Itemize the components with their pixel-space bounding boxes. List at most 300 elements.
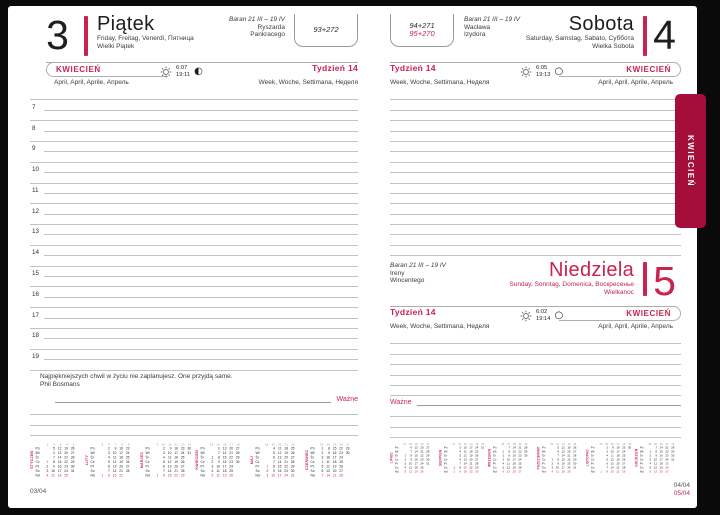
weekday-abbr: Pn [443, 446, 448, 450]
weekday-abbr: Cz [590, 458, 595, 462]
sun-icon [160, 66, 172, 78]
calendar-day: 9 [328, 451, 330, 456]
calendar-day: 17 [512, 458, 516, 462]
sun-times-group [520, 65, 563, 79]
calendar-day: 21 [284, 460, 288, 465]
hour-label: 12 [32, 207, 40, 215]
calendar-day: 19 [222, 473, 227, 478]
calendar-day: 2 [266, 469, 269, 474]
nameday: Ryszarda [257, 23, 285, 31]
week-number: 44 [599, 442, 603, 446]
weekday-abbr: Cz [639, 458, 644, 462]
weekday-abbr: So [200, 469, 205, 474]
calendar-day: 10 [271, 473, 275, 478]
hour-label: 7 [32, 103, 36, 111]
calendar-day: 27 [339, 469, 343, 474]
ruled-line [390, 184, 681, 194]
calendar-day: 15 [659, 450, 663, 454]
weekday-abbr: Pt [492, 462, 496, 466]
calendar-day: 3 [211, 464, 214, 469]
weekday-abbr: Pt [310, 464, 314, 469]
rule [44, 214, 358, 215]
rule [30, 203, 358, 204]
calendar-day: 15 [112, 473, 117, 478]
calendar-day: 6 [108, 464, 110, 469]
calendar-day: 31 [70, 469, 75, 474]
calendar-day: 21 [665, 446, 669, 450]
weekday-abbr: Cz [200, 460, 205, 465]
weekday-abbr: Wt [394, 450, 399, 454]
calendar-day: 30 [426, 458, 430, 462]
month-translations: April, April, Aprile, Апрель [54, 79, 129, 86]
weekday-abbr: Pt [90, 464, 94, 469]
rule [390, 120, 681, 121]
quote-block [40, 373, 358, 389]
calendar-day: 10 [51, 469, 55, 474]
ruled-line [390, 121, 681, 131]
calendar-day: 13 [463, 458, 467, 462]
calendar-day: 16 [414, 458, 418, 462]
calendar-day: 10 [653, 458, 657, 462]
calendar-day: 1 [649, 450, 652, 454]
mini-calendar-październik [537, 442, 583, 484]
weekday-abbr: Nd [541, 470, 546, 474]
calendar-day: 8 [163, 473, 165, 478]
week-number-label: Tydzień 14 [312, 63, 358, 73]
calendar-day: 19 [414, 470, 418, 474]
ruled-line [30, 298, 358, 308]
calendar-day: 3 [502, 458, 505, 462]
calendar-day: 26 [475, 454, 479, 458]
weekday-abbr: Pn [541, 446, 546, 450]
rule [390, 141, 681, 142]
calendar-day: 28 [622, 466, 626, 470]
page-reference [674, 482, 690, 497]
calendar-day: 17 [659, 458, 663, 462]
week-number: 39 [518, 442, 522, 446]
calendar-day: 21 [174, 469, 178, 474]
ruled-line [390, 355, 681, 365]
calendar-day: 28 [475, 462, 479, 466]
calendar-day: 9 [612, 446, 614, 450]
calendar-day: 12 [326, 464, 330, 469]
day-of-year-box [294, 14, 358, 47]
calendar-day: 26 [70, 446, 75, 451]
month-pill [46, 62, 168, 77]
calendar-day: 19 [659, 466, 663, 470]
calendar-day: 13 [653, 470, 657, 474]
calendar-day: 13 [326, 469, 330, 474]
calendar-day: 5 [211, 473, 214, 478]
calendar-day: 4 [163, 455, 165, 460]
ruled-line [390, 142, 681, 152]
calendar-day: 11 [653, 462, 657, 466]
calendar-day: 20 [332, 469, 337, 474]
calendar-day: 2 [321, 451, 324, 456]
calendar-day: 15 [277, 464, 282, 469]
rule [30, 349, 358, 350]
calendar-day: 12 [463, 454, 467, 458]
sunset-time: 19:11 [176, 71, 191, 78]
calendar-day: 20 [512, 470, 516, 474]
calendar-day: 18 [659, 462, 663, 466]
mini-calendar-styczeń [30, 442, 83, 484]
calendar-day: 19 [284, 451, 288, 456]
calendar-day: 15 [512, 450, 516, 454]
calendar-day: 21 [64, 455, 68, 460]
calendar-day: 11 [216, 469, 220, 474]
calendar-day: 30 [524, 454, 528, 458]
rule [390, 343, 681, 344]
mini-calendar-strip-left [30, 442, 358, 484]
hour-ruled-line [30, 121, 358, 131]
calendar-day: 19 [174, 460, 178, 465]
ruled-line [390, 386, 681, 396]
weekday-abbr: Pn [590, 446, 595, 450]
calendar-day: 21 [119, 469, 123, 474]
rule [390, 255, 681, 256]
calendar-day: 12 [610, 458, 614, 462]
calendar-day: 13 [112, 464, 117, 469]
calendar-day: 16 [659, 454, 663, 458]
hour-label: 18 [32, 332, 40, 340]
calendar-day: 24 [567, 466, 571, 470]
calendar-day: 13 [167, 464, 172, 469]
calendar-day: 27 [290, 455, 295, 460]
calendar-day: 4 [606, 454, 608, 458]
month-side-tab [675, 94, 706, 228]
calendar-day: 22 [518, 450, 522, 454]
week-number: 5 [101, 442, 104, 446]
day-name: Niedziela [549, 259, 634, 281]
week-number: 47 [616, 442, 620, 446]
calendar-day: 12 [506, 466, 510, 470]
calendar-day: 27 [426, 446, 430, 450]
weekday-abbr: Śr [255, 455, 259, 460]
calendar-day: 16 [174, 446, 178, 451]
mini-calendar-luty [85, 442, 138, 484]
week-number: 48 [622, 442, 626, 446]
weekday-abbr: Wt [310, 451, 315, 456]
calendar-day: 8 [108, 473, 110, 478]
ruled-line [390, 132, 681, 142]
calendar-day: 23 [125, 446, 130, 451]
calendar-day: 4 [46, 473, 49, 478]
rule [30, 266, 358, 267]
mini-calendar-month-label: STYCZEŃ [30, 450, 35, 470]
calendar-day: 20 [659, 470, 663, 474]
hour-ruled-line [30, 287, 358, 297]
hour-label: 17 [32, 311, 40, 319]
ruled-line [390, 407, 681, 417]
mini-calendar-czerwiec [305, 442, 358, 484]
calendar-day: 26 [290, 451, 295, 456]
calendar-day: 7 [606, 466, 608, 470]
calendar-day: 18 [561, 470, 565, 474]
calendar-day: 22 [567, 458, 571, 462]
week-number: 43 [567, 442, 571, 446]
day-name: Piątek [97, 13, 155, 35]
calendar-day: 30 [671, 454, 675, 458]
calendar-day: 17 [561, 466, 565, 470]
hour-ruled-line [30, 225, 358, 235]
weekday-abbr: Wt [443, 450, 448, 454]
rule [390, 131, 681, 132]
calendar-day: 15 [463, 466, 467, 470]
weekday-abbr: Pn [639, 446, 644, 450]
sunday-lines [390, 334, 681, 396]
calendar-day: 16 [277, 469, 282, 474]
weekday-abbr: Śr [639, 454, 643, 458]
ruled-line [390, 90, 681, 100]
calendar-day: 23 [665, 454, 669, 458]
week-number: 12 [174, 442, 178, 446]
weekday-abbr: Pn [394, 446, 399, 450]
week-number: 26 [339, 442, 343, 446]
calendar-day: 16 [561, 462, 565, 466]
ruled-line [390, 225, 681, 235]
calendar-day: 2 [502, 454, 505, 458]
week-number: 40 [550, 442, 554, 446]
calendar-day: 14 [463, 462, 467, 466]
ruled-line [30, 339, 358, 349]
rule [30, 162, 358, 163]
calendar-day: 25 [622, 454, 626, 458]
week-number: 27 [403, 442, 407, 446]
weekday-abbr: Śr [145, 455, 149, 460]
calendar-day: 14 [512, 446, 516, 450]
rule [44, 338, 358, 339]
week-number: 29 [414, 442, 418, 446]
week-number: 20 [278, 442, 282, 446]
week-number: 36 [501, 442, 505, 446]
calendar-day: 28 [426, 450, 430, 454]
week-number: 19 [271, 442, 275, 446]
mini-calendar-month-label: KWIECIEŃ [195, 450, 200, 470]
calendar-day: 2 [606, 446, 608, 450]
week-number: 38 [512, 442, 516, 446]
calendar-day: 4 [273, 446, 275, 451]
calendar-day: 19 [616, 458, 620, 462]
weekday-abbr: Pn [310, 446, 315, 451]
sunset-time: 19:13 [536, 71, 551, 78]
mini-calendar-month-label: WRZESIEŃ [488, 448, 492, 467]
calendar-day: 6 [502, 470, 505, 474]
calendar-day: 29 [671, 450, 675, 454]
calendar-day: 14 [659, 446, 663, 450]
sunday-subband [390, 306, 681, 336]
calendar-day: 24 [125, 451, 130, 456]
ruled-line [30, 256, 358, 266]
calendar-day: 13 [277, 455, 282, 460]
weekday-abbr: Śr [541, 454, 545, 458]
mini-calendar-wrzesień [488, 442, 534, 484]
calendar-day: 19 [64, 446, 68, 451]
week-number: 23 [320, 442, 324, 446]
calendar-day: 18 [512, 462, 516, 466]
weekday-abbr: Pn [35, 446, 40, 451]
calendar-day: 6 [410, 446, 412, 450]
calendar-day: 25 [420, 466, 424, 470]
day-holiday: Wielki Piątek [97, 42, 135, 50]
weekday-abbr: Nd [310, 473, 315, 478]
rule [390, 245, 681, 246]
calendar-day: 9 [114, 446, 117, 451]
page-reference-sunday: 05/04 [673, 489, 690, 497]
week-number: 51 [659, 442, 663, 446]
calendar-day: 31 [187, 451, 192, 456]
calendar-day: 28 [125, 469, 130, 474]
rule [390, 203, 681, 204]
ruled-line [30, 415, 358, 425]
calendar-day: 30 [70, 464, 75, 469]
ruled-line [30, 111, 358, 121]
calendar-day: 4 [108, 455, 110, 460]
moon-phase-icon: ○ [554, 65, 564, 77]
weekday-abbr: Nd [90, 473, 95, 478]
calendar-day: 20 [284, 455, 288, 460]
calendar-day: 23 [469, 470, 473, 474]
ruled-line [30, 426, 358, 436]
calendar-day: 30 [290, 469, 295, 474]
calendar-day: 14 [112, 469, 117, 474]
calendar-day: 10 [167, 451, 172, 456]
calendar-day: 17 [332, 455, 337, 460]
mini-calendar-month-label: MARZEC [140, 451, 145, 469]
rule [390, 427, 681, 428]
calendar-day: 14 [326, 473, 330, 478]
calendar-day: 8 [218, 455, 220, 460]
month-label: KWIECIEŃ [56, 65, 101, 74]
rule [44, 318, 358, 319]
calendar-day: 21 [616, 466, 620, 470]
calendar-day: 20 [567, 450, 571, 454]
friday-header [30, 14, 358, 56]
calendar-day: 28 [573, 454, 577, 458]
calendar-day: 19 [332, 464, 337, 469]
calendar-day: 1 [453, 466, 456, 470]
page-friday [30, 6, 358, 508]
calendar-day: 22 [665, 450, 669, 454]
calendar-day: 1 [211, 455, 214, 460]
calendar-day: 22 [420, 454, 424, 458]
calendar-day: 18 [174, 455, 178, 460]
calendar-day: 8 [655, 450, 657, 454]
calendar-day: 17 [469, 446, 473, 450]
saturday-header [390, 14, 681, 56]
calendar-day: 13 [561, 450, 565, 454]
calendar-day: 18 [222, 469, 227, 474]
calendar-day: 25 [180, 455, 185, 460]
calendar-day: 24 [180, 451, 185, 456]
calendar-day: 22 [284, 464, 288, 469]
weekday-abbr: Nd [200, 473, 205, 478]
rule [390, 110, 681, 111]
calendar-day: 4 [404, 466, 407, 470]
calendar-day: 2 [404, 458, 407, 462]
calendar-day: 16 [119, 446, 123, 451]
calendar-day: 20 [616, 462, 620, 466]
rule [44, 359, 358, 360]
calendar-day: 31 [290, 473, 295, 478]
ruled-line [390, 235, 681, 245]
calendar-day: 10 [112, 451, 117, 456]
calendar-day: 14 [167, 469, 172, 474]
calendar-day: 27 [235, 446, 240, 451]
calendar-day: 23 [284, 469, 288, 474]
calendar-day: 11 [51, 473, 55, 478]
calendar-day: 19 [469, 454, 473, 458]
week-number: 32 [458, 442, 461, 446]
mini-calendar-month-label: LISTOPAD [586, 449, 590, 467]
ruled-line [30, 319, 358, 329]
ruled-line [30, 215, 358, 225]
rule [30, 183, 358, 184]
rule [44, 234, 358, 235]
calendar-day: 2 [211, 460, 214, 465]
calendar-day: 11 [408, 466, 412, 470]
calendar-day: 7 [655, 446, 657, 450]
important-row [30, 393, 358, 403]
weekday-abbr: Cz [145, 460, 150, 465]
mini-calendar-lipiec [390, 442, 436, 484]
weekday-abbr: Śr [35, 455, 39, 460]
calendar-day: 7 [218, 451, 220, 456]
week-number: 42 [561, 442, 565, 446]
ruled-line [55, 402, 331, 403]
calendar-day: 28 [524, 446, 528, 450]
day-accent-bar [84, 16, 88, 56]
day-number: 3 [46, 12, 68, 58]
weekday-abbr: Nd [394, 470, 399, 474]
weekday-abbr: Cz [310, 460, 315, 465]
calendar-day: 13 [414, 446, 418, 450]
calendar-day: 13 [506, 470, 510, 474]
calendar-day: 1 [404, 454, 407, 458]
calendar-day: 31 [480, 446, 485, 450]
calendar-day: 26 [180, 460, 185, 465]
calendar-day: 9 [410, 458, 412, 462]
calendar-day: 6 [649, 470, 652, 474]
calendar-day: 17 [277, 473, 282, 478]
calendar-day: 12 [167, 460, 172, 465]
weekday-abbr: Cz [255, 460, 260, 465]
calendar-day: 9 [459, 470, 461, 474]
calendar-day: 21 [420, 450, 424, 454]
rule [44, 131, 358, 132]
calendar-day: 7 [508, 446, 510, 450]
week-number: 30 [420, 442, 424, 446]
important-label: Ważne [336, 396, 358, 403]
calendar-day: 17 [616, 450, 620, 454]
week-number: 21 [284, 442, 288, 446]
ruled-line [390, 428, 681, 438]
rule [30, 307, 358, 308]
calendar-day: 12 [216, 473, 220, 478]
ruled-line [30, 405, 358, 415]
friday-extra-lines [30, 405, 358, 436]
calendar-day: 29 [573, 458, 577, 462]
day-of-year-count: 94+271 [409, 20, 435, 30]
calendar-day: 3 [606, 450, 608, 454]
rule [390, 99, 681, 100]
calendar-day: 22 [469, 466, 473, 470]
calendar-day: 11 [112, 455, 117, 460]
week-number: 4 [66, 442, 68, 446]
calendar-day: 14 [57, 455, 62, 460]
ruled-line [390, 173, 681, 183]
calendar-day: 26 [573, 446, 577, 450]
